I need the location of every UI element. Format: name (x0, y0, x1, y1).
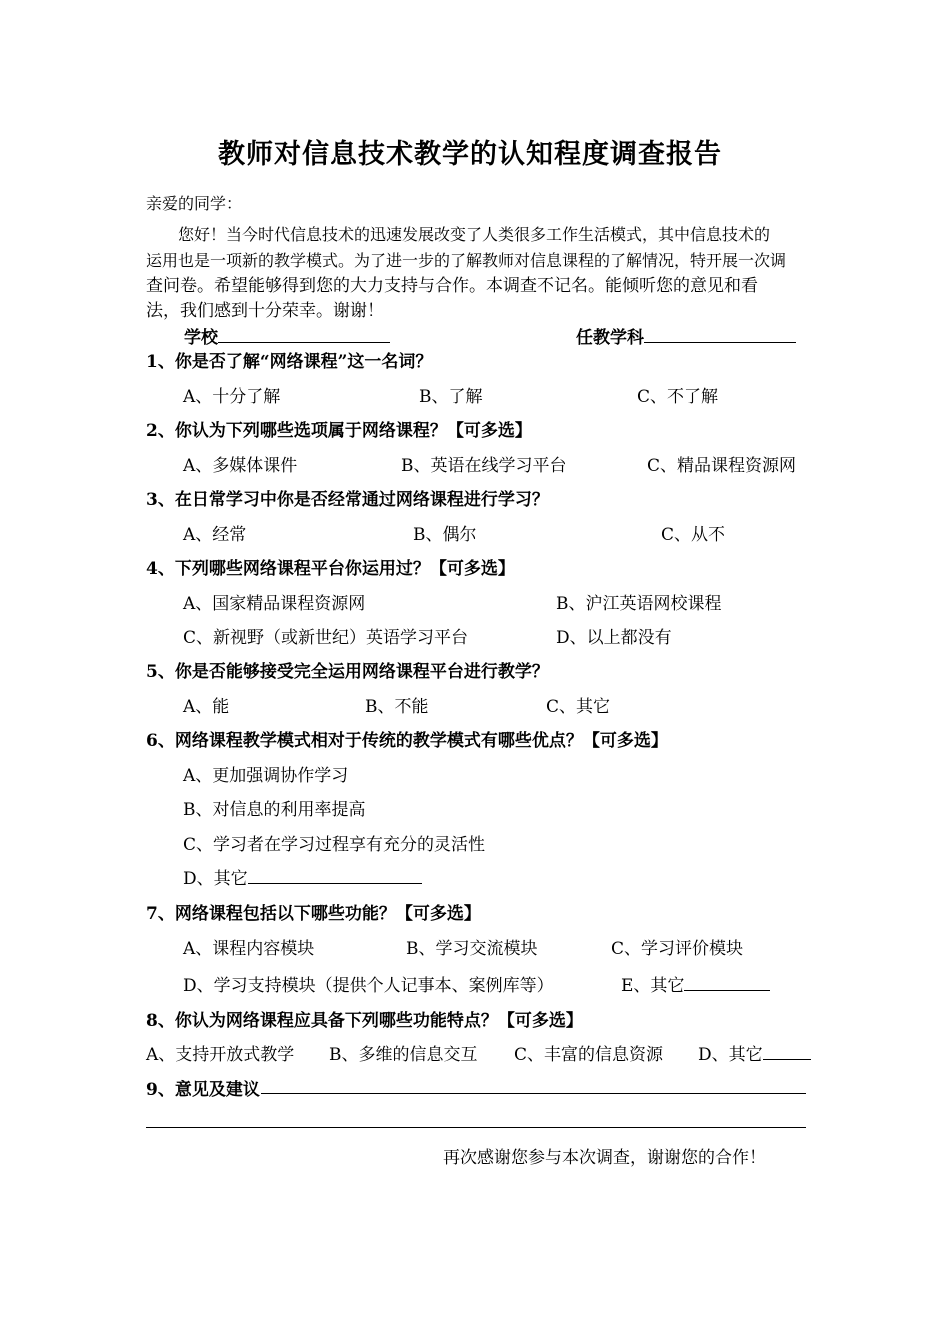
question-7: 7、网络课程包括以下哪些功能？【可多选】 (146, 904, 481, 924)
subject-field (576, 323, 796, 348)
subject-blank[interactable] (644, 325, 796, 343)
q5-option-b[interactable]: B、不能 (365, 697, 429, 717)
q1-option-a[interactable]: A、十分了解 (183, 387, 281, 407)
q8-option-d-label: D、其它 (698, 1045, 763, 1065)
q7-option-e[interactable] (621, 971, 770, 996)
question-3: 3、在日常学习中你是否经常通过网络课程进行学习？ (146, 490, 549, 510)
intro-line-1: 您好！当今时代信息技术的迅速发展改变了人类很多工作生活模式，其中信息技术的 (178, 225, 771, 244)
q4-option-b[interactable]: B、沪江英语网校课程 (556, 594, 722, 614)
question-8: 8、你认为网络课程应具备下列哪些功能特点？【可多选】 (146, 1011, 583, 1031)
q4-option-c[interactable]: C、新视野（或新世纪）英语学习平台 (183, 628, 469, 648)
q3-option-a[interactable]: A、经常 (183, 525, 247, 545)
q5-option-c[interactable]: C、其它 (546, 697, 611, 717)
q3-option-b[interactable]: B、偶尔 (413, 525, 477, 545)
q8-option-a[interactable]: A、支持开放式教学 (146, 1045, 295, 1065)
question-1: 1、你是否了解“网络课程”这一名词？ (146, 352, 433, 372)
question-4: 4、下列哪些网络课程平台你运用过？【可多选】 (146, 559, 515, 579)
suggestion-line-2[interactable] (146, 1127, 806, 1128)
q8-option-d[interactable] (698, 1040, 811, 1065)
q6-option-a[interactable]: A、更加强调协作学习 (183, 766, 349, 786)
q4-option-a[interactable]: A、国家精品课程资源网 (183, 594, 366, 614)
q8-other-blank[interactable] (763, 1042, 811, 1060)
q7-option-d[interactable]: D、学习支持模块（提供个人记事本、案例库等） (183, 976, 554, 996)
q6-option-d-label: D、其它 (183, 869, 248, 889)
suggestion-line-1[interactable] (261, 1093, 806, 1094)
q1-option-b[interactable]: B、了解 (419, 387, 483, 407)
question-2: 2、你认为下列哪些选项属于网络课程？【可多选】 (146, 421, 532, 441)
q2-option-b[interactable]: B、英语在线学习平台 (401, 456, 567, 476)
q7-option-b[interactable]: B、学习交流模块 (406, 939, 538, 959)
school-field (184, 323, 390, 348)
question-9: 9、意见及建议 (146, 1080, 260, 1100)
subject-label: 任教学科 (576, 328, 644, 348)
question-6: 6、网络课程教学模式相对于传统的教学模式有哪些优点？【可多选】 (146, 731, 668, 751)
q8-option-b[interactable]: B、多维的信息交互 (329, 1045, 478, 1065)
intro-line-2: 运用也是一项新的教学模式。为了进一步的了解教师对信息课程的了解情况，特开展一次调 (146, 251, 787, 270)
intro-line-3: 查问卷。希望能够得到您的大力支持与合作。本调查不记名。能倾听您的意见和看 (146, 276, 758, 296)
greeting: 亲爱的同学： (146, 194, 243, 213)
q6-option-b[interactable]: B、对信息的利用率提高 (183, 800, 366, 820)
q6-option-c[interactable]: C、学习者在学习过程享有充分的灵活性 (183, 835, 486, 855)
q2-option-c[interactable]: C、精品课程资源网 (647, 456, 797, 476)
q8-option-c[interactable]: C、丰富的信息资源 (514, 1045, 664, 1065)
q6-other-blank[interactable] (248, 866, 422, 884)
q7-option-e-label: E、其它 (621, 976, 685, 996)
q1-option-c[interactable]: C、不了解 (637, 387, 719, 407)
intro-line-4: 法，我们感到十分荣幸。谢谢！ (146, 301, 384, 321)
closing-note: 再次感谢您参与本次调查，谢谢您的合作！ (443, 1148, 766, 1168)
q2-option-a[interactable]: A、多媒体课件 (183, 456, 298, 476)
q3-option-c[interactable]: C、从不 (661, 525, 726, 545)
page-title: 教师对信息技术教学的认知程度调查报告 (218, 139, 722, 170)
school-label: 学校 (184, 328, 218, 348)
question-5: 5、你是否能够接受完全运用网络课程平台进行教学？ (146, 662, 549, 682)
q7-other-blank[interactable] (684, 973, 770, 991)
q4-option-d[interactable]: D、以上都没有 (556, 628, 672, 648)
q7-option-c[interactable]: C、学习评价模块 (611, 939, 744, 959)
school-blank[interactable] (218, 325, 390, 343)
q6-option-d[interactable] (183, 864, 422, 889)
q5-option-a[interactable]: A、能 (183, 697, 230, 717)
q7-option-a[interactable]: A、课程内容模块 (183, 939, 315, 959)
